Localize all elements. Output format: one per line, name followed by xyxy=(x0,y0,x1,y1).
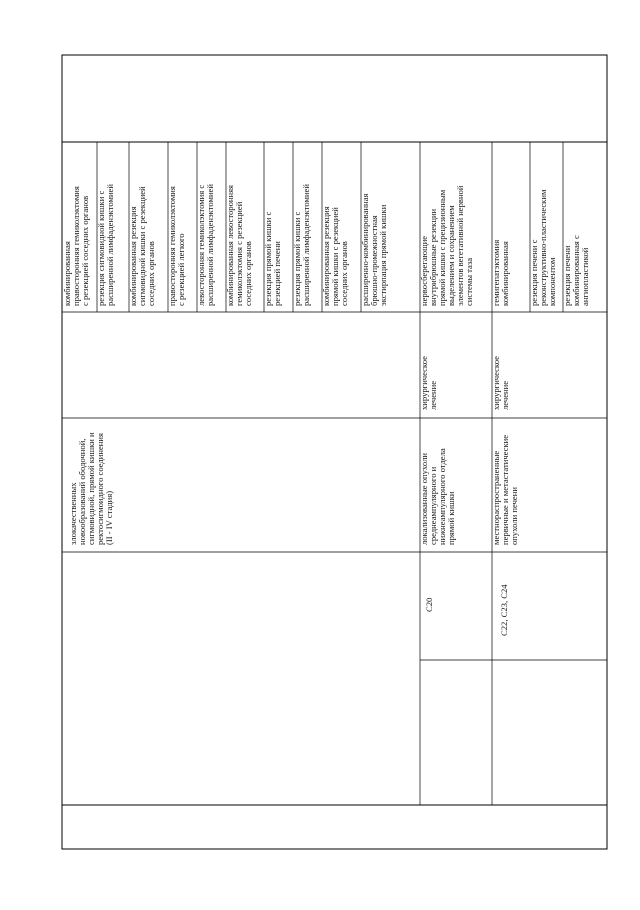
group3-diagnosis xyxy=(491,435,519,545)
svg-text:хирургическое: хирургическое xyxy=(491,356,501,410)
svg-text:лечение: лечение xyxy=(500,380,510,410)
svg-text:локализованные опухоли: локализованные опухоли xyxy=(419,453,429,545)
svg-text:резекция сигмовидной кишки с: резекция сигмовидной кишки с xyxy=(96,190,106,306)
svg-text:брюшно-промежностная: брюшно-промежностная xyxy=(369,215,379,306)
svg-text:лечение: лечение xyxy=(428,380,438,410)
svg-text:расширенной лимфаденэктомией: расширенной лимфаденэктомией xyxy=(105,184,115,306)
svg-text:первичные и метастатические: первичные и метастатические xyxy=(500,434,510,545)
procedure-7 xyxy=(263,211,282,306)
svg-text:расширенной лимфаденэктомией: расширенной лимфаденэктомией xyxy=(205,184,215,306)
svg-text:соседних органов: соседних органов xyxy=(339,241,349,306)
svg-text:компонентом: компонентом xyxy=(547,257,557,306)
svg-text:комбинированная резекция: комбинированная резекция xyxy=(321,206,331,306)
svg-text:гемиколэктомия с резекцией: гемиколэктомия с резекцией xyxy=(234,201,244,306)
group1-diagnosis xyxy=(68,432,114,545)
svg-text:хирургическое: хирургическое xyxy=(419,356,429,410)
procedure-8 xyxy=(292,184,311,306)
svg-text:комбинированная резекция: комбинированная резекция xyxy=(128,206,138,306)
svg-text:комбинированная: комбинированная xyxy=(62,241,72,306)
svg-text:резекция прямой кишки с: резекция прямой кишки с xyxy=(292,211,302,306)
group2-code xyxy=(424,598,434,612)
svg-text:элементов вегетативной нервной: элементов вегетативной нервной xyxy=(455,185,465,306)
group2-procedure xyxy=(419,185,474,306)
svg-text:злокачественных: злокачественных xyxy=(68,482,78,545)
group3-procedure-1 xyxy=(491,240,510,306)
svg-text:правосторонняя гемиколэктомия: правосторонняя гемиколэктомия xyxy=(71,186,81,306)
group3-treatment xyxy=(491,356,510,410)
svg-text:прямой кишки с прецизионным: прямой кишки с прецизионным xyxy=(437,189,447,306)
svg-text:ректосигмоидного соединения: ректосигмоидного соединения xyxy=(95,433,105,545)
svg-text:с резекцией соседних органов: с резекцией соседних органов xyxy=(80,195,90,306)
svg-text:C22, C23, C24: C22, C23, C24 xyxy=(499,584,509,636)
svg-text:прямой кишки: прямой кишки xyxy=(446,491,456,545)
svg-text:системы таза: системы таза xyxy=(464,257,474,306)
svg-text:сигмовидной, прямой кишки и: сигмовидной, прямой кишки и xyxy=(86,432,96,545)
svg-text:расширенно-комбинированная: расширенно-комбинированная xyxy=(360,193,370,306)
svg-text:левосторонняя гемиколэктомия с: левосторонняя гемиколэктомия с xyxy=(196,184,206,306)
svg-text:новообразований ободочной,: новообразований ободочной, xyxy=(77,438,87,545)
svg-text:комбинированная левосторонняя: комбинированная левосторонняя xyxy=(225,184,235,306)
svg-text:C20: C20 xyxy=(424,597,434,612)
procedure-9 xyxy=(321,206,349,306)
svg-text:среднеампулярного и: среднеампулярного и xyxy=(428,466,438,545)
svg-text:резекцией печени: резекцией печени xyxy=(272,241,282,306)
svg-text:сигмовидной кишки с резекцией: сигмовидной кишки с резекцией xyxy=(137,186,147,306)
svg-text:экстирпация прямой кишки: экстирпация прямой кишки xyxy=(378,204,388,306)
group2-treatment xyxy=(419,356,438,410)
procedure-10 xyxy=(360,194,388,306)
svg-text:соседних органов: соседних органов xyxy=(243,241,253,306)
table-frame xyxy=(62,55,607,849)
svg-text:прямой кишки с резекцией: прямой кишки с резекцией xyxy=(330,207,340,306)
svg-text:выделением и сохранением: выделением и сохранением xyxy=(446,205,456,306)
svg-text:с резекцией легкого: с резекцией легкого xyxy=(176,233,186,306)
svg-text:правосторонняя гемиколэктомия: правосторонняя гемиколэктомия xyxy=(167,186,177,306)
group3-procedure-3 xyxy=(562,235,590,306)
svg-text:резекция печени: резекция печени xyxy=(562,245,572,306)
svg-text:резекция прямой кишки с: резекция прямой кишки с xyxy=(263,211,273,306)
svg-text:гемигепатэктомия: гемигепатэктомия xyxy=(491,239,501,306)
svg-text:опухоли печени: опухоли печени xyxy=(509,487,519,545)
procedure-5 xyxy=(196,184,215,306)
procedure-3 xyxy=(128,186,156,306)
svg-text:комбинированная с: комбинированная с xyxy=(571,235,581,306)
group3-code xyxy=(499,584,509,636)
svg-text:соседних органов: соседних органов xyxy=(146,241,156,306)
svg-text:расширенной лимфаденэктомией: расширенной лимфаденэктомией xyxy=(301,184,311,306)
svg-text:реконструктивно-пластическим: реконструктивно-пластическим xyxy=(538,189,548,306)
svg-text:(II - IV стадия): (II - IV стадия) xyxy=(104,490,114,545)
group2-diagnosis xyxy=(419,448,456,545)
svg-text:ангиопластикой: ангиопластикой xyxy=(580,247,590,306)
svg-text:нижнеампулярного отдела: нижнеампулярного отдела xyxy=(437,448,447,545)
svg-text:комбинированная: комбинированная xyxy=(500,241,510,306)
procedure-1 xyxy=(62,186,90,306)
svg-text:местнораспространенные: местнораспространенные xyxy=(491,450,501,545)
procedure-6 xyxy=(225,185,253,306)
procedure-2 xyxy=(96,184,115,306)
svg-text:резекция печени с: резекция печени с xyxy=(529,239,539,306)
procedure-4 xyxy=(167,186,186,306)
group3-procedure-2 xyxy=(529,189,557,306)
svg-text:внутрибрюшные резекции: внутрибрюшные резекции xyxy=(428,208,438,306)
svg-text:нервосберегающие: нервосберегающие xyxy=(419,235,429,306)
